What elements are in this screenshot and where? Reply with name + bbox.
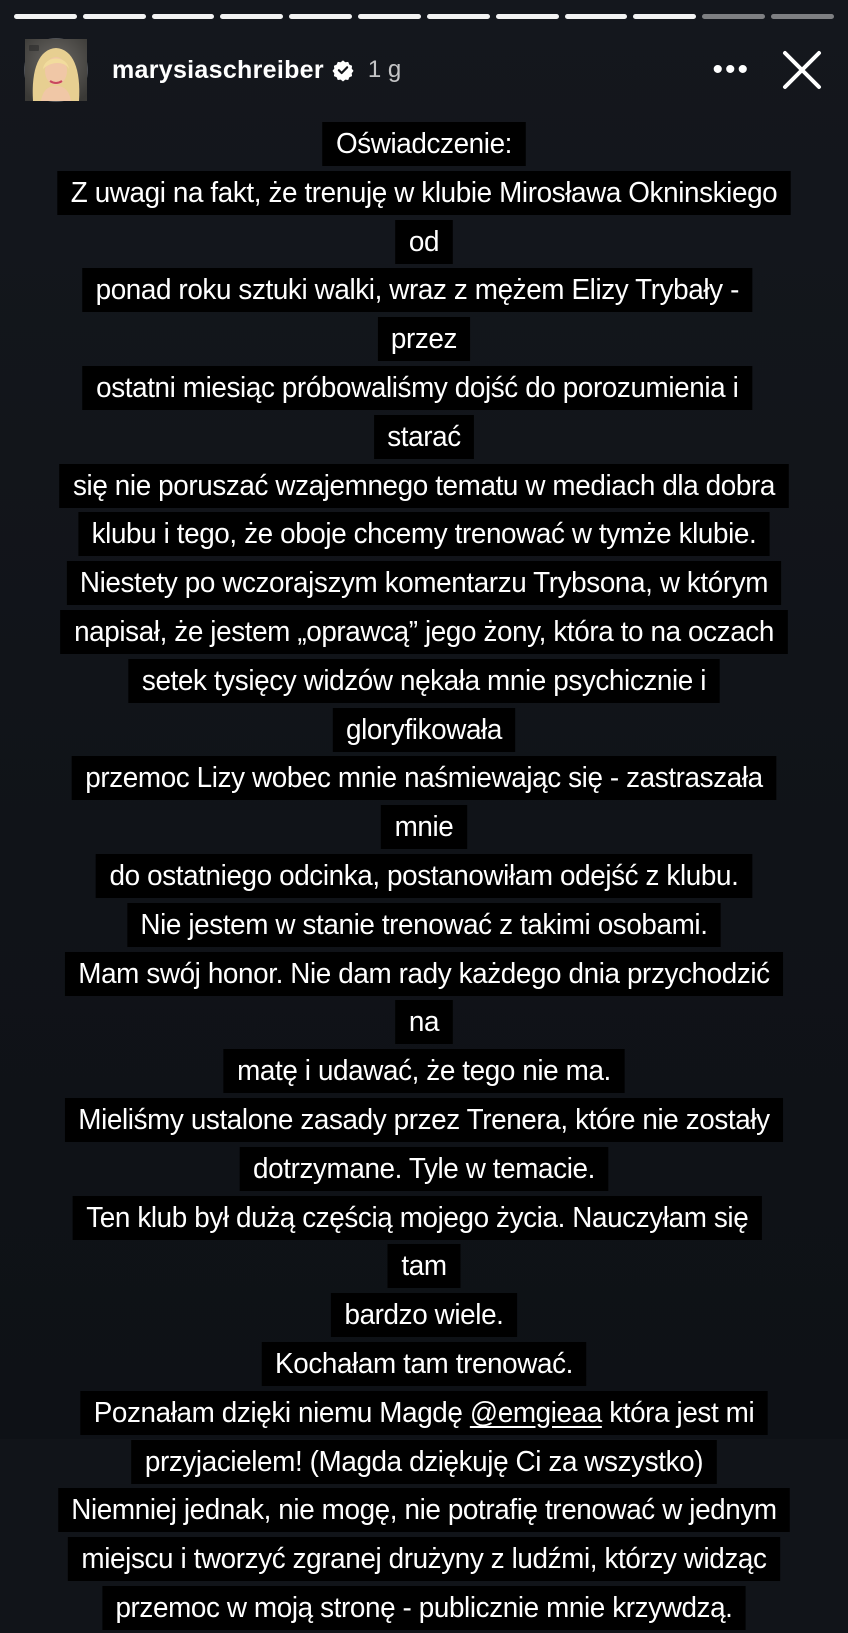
text-segment: Mam swój honor. Nie dam rady każdego dnia przychodzić na (78, 957, 770, 1039)
progress-segment (220, 14, 283, 19)
more-options-button[interactable]: ••• (712, 53, 750, 86)
progress-segment (83, 14, 146, 19)
text-segment: przemoc w moją stronę - publicznie mnie krzywdzą. (115, 1591, 733, 1624)
close-icon (780, 48, 824, 92)
progress-segment (14, 14, 77, 19)
text-segment: do ostatniego odcinka, postanowiłam odejść z klubu. (109, 859, 739, 892)
text-segment: matę i udawać, że tego nie ma. (237, 1055, 611, 1088)
text-segment: która jest mi (601, 1396, 755, 1429)
text-line-background (58, 1488, 790, 1532)
text-line (55, 169, 792, 267)
progress-segment (358, 14, 421, 19)
mention-link[interactable]: @emgieaa (469, 1396, 602, 1429)
text-line-background (82, 268, 752, 361)
story-progress-bar (14, 14, 834, 19)
avatar-image (25, 39, 87, 101)
text-line-background (102, 1586, 746, 1630)
text-line (55, 120, 792, 169)
text-segment: ponad roku sztuki walki, wraz z mężem Elizy Trybały - przez (95, 274, 739, 356)
text-line (55, 364, 792, 462)
text-line-background (65, 1098, 783, 1142)
text-line-background (96, 854, 752, 898)
story-header (24, 36, 824, 104)
text-segment: Oświadczenie: (335, 128, 513, 160)
story-timestamp: 1 g (367, 56, 402, 83)
text-line-background (60, 464, 789, 508)
text-segment: Nie jestem w stanie trenować z takimi osobami. (140, 908, 708, 941)
text-segment: przyjacielem! (Magda dziękuję Ci za wszystko) (144, 1445, 704, 1478)
text-line (55, 901, 792, 950)
text-line-background (66, 561, 781, 605)
text-line (55, 266, 792, 364)
progress-segment (152, 14, 215, 19)
text-line (55, 1438, 792, 1487)
text-segment: Poznałam dzięki niemu Magdę (93, 1396, 470, 1429)
text-line (55, 462, 792, 511)
text-line (55, 1584, 792, 1633)
text-line (55, 1535, 792, 1584)
text-line (55, 657, 792, 755)
text-line-background (78, 512, 770, 556)
text-line-background (57, 171, 790, 264)
text-line (55, 559, 792, 608)
text-segment: dotrzymane. Tyle w temacie. (253, 1152, 595, 1185)
text-line (55, 754, 792, 852)
text-line (55, 1096, 792, 1145)
text-line-background (323, 122, 526, 166)
text-segment: się nie poruszać wzajemnego tematu w mediach dla dobra (73, 469, 775, 502)
text-segment: setek tysięcy widzów nękała mnie psychicznie i gloryfikowała (141, 664, 707, 746)
text-segment: klubu i tego, że oboje chcemy trenować w tymże klubie. (91, 518, 757, 551)
progress-segment (565, 14, 628, 19)
text-line-background (262, 1342, 587, 1386)
username[interactable]: marysiaschreiber (112, 55, 324, 84)
text-line-background (127, 903, 721, 947)
text-line-background (73, 1196, 762, 1289)
progress-segment (702, 14, 765, 19)
text-line-background (224, 1049, 625, 1093)
text-line (55, 852, 792, 901)
text-segment: Z uwagi na fakt, że trenuję w klubie Mirosława Okninskiego od (70, 176, 778, 258)
text-line-background (331, 1293, 517, 1337)
progress-segment (427, 14, 490, 19)
text-segment: Mieliśmy ustalone zasady przez Trenera, które nie zostały (78, 1103, 770, 1136)
text-segment: napisał, że jestem „oprawcą” jego żony, która to na oczach (74, 615, 774, 648)
text-line-background (83, 366, 752, 459)
text-line-background (80, 1391, 767, 1435)
text-line-background (240, 1147, 609, 1191)
text-line-background (68, 1537, 780, 1581)
text-segment: Ten klub był dużą częścią mojego życia. Nauczyłam się tam (86, 1201, 749, 1283)
progress-segment (771, 14, 834, 19)
text-line-background (65, 952, 783, 1045)
text-line (55, 950, 792, 1048)
text-segment: przemoc Lizy wobec mnie naśmiewając się - zastraszała mnie (85, 762, 763, 844)
text-line-background (72, 756, 776, 849)
progress-segment (633, 14, 696, 19)
verified-badge-icon (332, 59, 354, 81)
text-line (55, 1389, 792, 1438)
text-line-background (61, 610, 788, 654)
text-line (55, 1145, 792, 1194)
text-line (55, 1047, 792, 1096)
text-segment: Niestety po wczorajszym komentarzu Trybsona, w którym (79, 567, 769, 600)
progress-segment (289, 14, 352, 19)
text-line-background (131, 1440, 716, 1484)
avatar[interactable] (24, 38, 88, 102)
text-segment: Kochałam tam trenować. (275, 1347, 573, 1380)
text-line (55, 1486, 792, 1535)
close-button[interactable] (780, 48, 824, 92)
text-segment: ostatni miesiąc próbowaliśmy dojść do porozumienia i starać (96, 371, 739, 453)
text-segment: Niemniej jednak, nie mogę, nie potrafię trenować w jednym (71, 1494, 777, 1527)
story-text (55, 120, 792, 1633)
text-segment: bardzo wiele. (344, 1299, 504, 1332)
text-line (55, 1194, 792, 1292)
text-line (55, 1340, 792, 1389)
text-segment: miejscu i tworzyć zgranej drużyny z ludźmi, którzy widząc (81, 1543, 767, 1576)
progress-segment (496, 14, 559, 19)
text-line (55, 608, 792, 657)
text-line (55, 1291, 792, 1340)
text-line (55, 510, 792, 559)
text-line-background (128, 659, 719, 752)
